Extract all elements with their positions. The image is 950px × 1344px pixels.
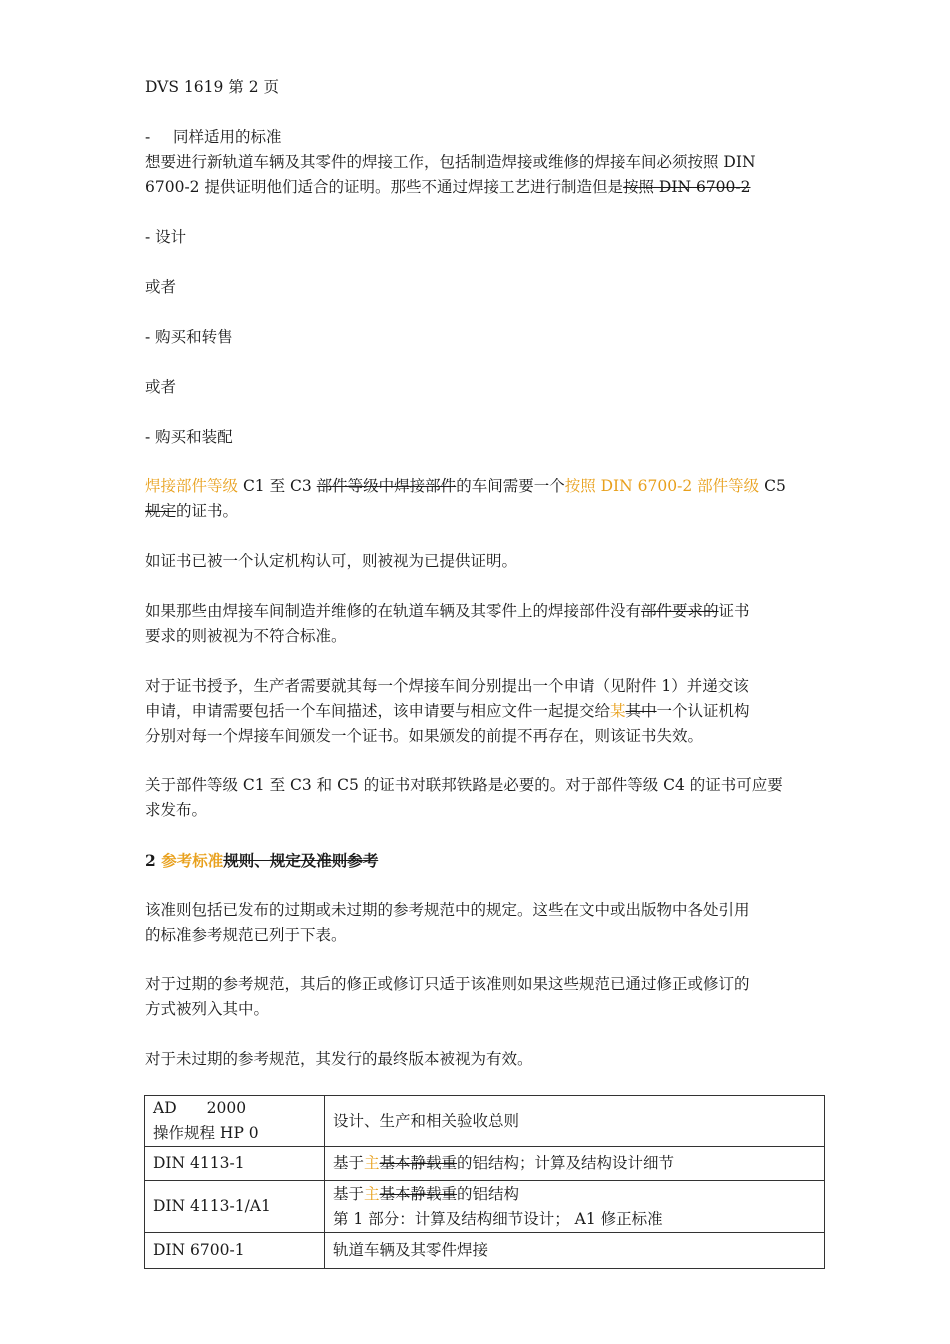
table-cell-description: 轨道车辆及其零件焊接 — [325, 1233, 825, 1269]
certificate-paragraph-line-2 — [145, 499, 238, 524]
or-text: 或者 — [145, 278, 177, 296]
table-cell-description: 设计、生产和相关验收总则 — [325, 1096, 825, 1147]
grant-paragraph-line-2 — [145, 699, 750, 724]
noncompliant-paragraph-line-2: 要求的则被视为不符合标准。 — [145, 627, 347, 645]
table-cell-description — [325, 1147, 825, 1181]
grant-paragraph-line-1: 对于证书授予，生产者需要就其每一个焊接车间分别提出一个申请（见附件 1）并递交该 — [145, 677, 749, 695]
intro-line-1: 想要进行新轨道车辆及其零件的焊接工作，包括制造焊接或维修的焊接车间必须按照 DIN — [145, 153, 756, 171]
paragraph-text: C1 至 C3 — [238, 477, 317, 495]
or-text: 或者 — [145, 378, 177, 396]
noncompliant-paragraph-line-1 — [145, 599, 750, 624]
paragraph-text: 的证书。 — [176, 502, 239, 520]
recognized-paragraph: 如证书已被一个认定机构认可，则被视为已提供证明。 — [145, 552, 518, 570]
bullet-text: 同样适用的标准 — [173, 128, 282, 146]
description-text: 第 1 部分：计算及结构细节设计； A1 修正标准 — [333, 1209, 663, 1228]
description-text: 的铝结构；计算及结构设计细节 — [457, 1154, 675, 1172]
inserted-text: 按照 DIN 6700-2 部件等级 — [564, 477, 760, 495]
intro-line-2 — [145, 175, 751, 200]
table-cell-code — [145, 1096, 325, 1147]
inserted-text: 焊接部件等级 — [145, 477, 239, 495]
deleted-text: 部件等级中焊接部件 — [316, 477, 457, 495]
paragraph-text: 申请，申请需要包括一个车间描述，该申请要与相应文件一起提交给 — [145, 702, 611, 720]
list-item-design: - 设计 — [145, 228, 187, 246]
table-cell-code: DIN 6700-1 — [145, 1233, 325, 1269]
deleted-text: 其中 — [625, 702, 657, 720]
certificate-paragraph-line-1 — [145, 474, 786, 499]
scope-paragraph-line-1: 该准则包括已发布的过期或未过期的参考规范中的规定。这些在文中或出版物中各处引用 — [145, 901, 750, 919]
code-text: 操作规程 HP 0 — [153, 1124, 259, 1142]
bullet-dash: - — [145, 128, 151, 146]
deleted-text: 基本静载重 — [379, 1154, 458, 1172]
page-header: DVS 1619 第 2 页 — [145, 78, 279, 96]
table-row — [145, 1233, 825, 1269]
reference-table — [144, 1095, 825, 1269]
deleted-text: 基本静载重 — [379, 1184, 458, 1203]
deleted-text: 规定 — [145, 502, 177, 520]
inserted-text: 参考标准 — [161, 851, 224, 870]
code-text: AD — [153, 1099, 177, 1117]
table-row — [145, 1096, 825, 1147]
list-item-buy-assemble: - 购买和装配 — [145, 428, 233, 446]
inserted-text: 某 — [610, 702, 626, 720]
grant-paragraph-line-3: 分别对每一个焊接车间颁发一个证书。如果颁发的前提不再存在，则该证书失效。 — [145, 727, 704, 745]
description-text: 基于 — [333, 1184, 365, 1203]
unexpired-paragraph: 对于未过期的参考规范，其发行的最终版本被视为有效。 — [145, 1050, 533, 1068]
table-cell-code: DIN 4113-1/A1 — [145, 1181, 325, 1233]
paragraph-text: 证书 — [718, 602, 750, 620]
section-heading — [145, 848, 378, 873]
paragraph-text: 的车间需要一个 — [456, 477, 565, 495]
paragraph-text: C5 — [759, 477, 786, 495]
rail-paragraph-line-1: 关于部件等级 C1 至 C3 和 C5 的证书对联邦铁路是必要的。对于部件等级 C4 的证书可应要 — [145, 776, 783, 794]
scope-paragraph-line-2: 的标准参考规范已列于下表。 — [145, 926, 347, 944]
paragraph-text: 如果那些由焊接车间制造并维修的在轨道车辆及其零件上的焊接部件没有 — [145, 602, 642, 620]
paragraph-text: 一个认证机构 — [656, 702, 750, 720]
description-text: 基于 — [333, 1154, 365, 1172]
table-row — [145, 1181, 825, 1233]
table-row — [145, 1147, 825, 1181]
code-text: 2000 — [206, 1099, 247, 1117]
bullet-applicable-standards — [145, 125, 282, 150]
rail-paragraph-line-2: 求发布。 — [145, 801, 208, 819]
expired-paragraph-line-1: 对于过期的参考规范，其后的修正或修订只适于该准则如果这些规范已通过修正或修订的 — [145, 975, 750, 993]
deleted-text: 按照 DIN 6700-2 — [622, 178, 751, 196]
list-item-buy-resell: - 购买和转售 — [145, 328, 233, 346]
expired-paragraph-line-2: 方式被列入其中。 — [145, 1000, 270, 1018]
inserted-text: 主 — [364, 1154, 380, 1172]
deleted-text: 规则、规定及准则参考 — [223, 851, 379, 870]
heading-number: 2 — [145, 851, 162, 870]
description-text: 的铝结构 — [457, 1184, 520, 1203]
intro-line-2-text: 6700-2 提供证明他们适合的证明。那些不通过焊接工艺进行制造但是 — [145, 178, 623, 196]
deleted-text: 部件要求的 — [641, 602, 719, 620]
table-cell-code: DIN 4113-1 — [145, 1147, 325, 1181]
inserted-text: 主 — [364, 1184, 380, 1203]
table-cell-description — [325, 1181, 825, 1233]
